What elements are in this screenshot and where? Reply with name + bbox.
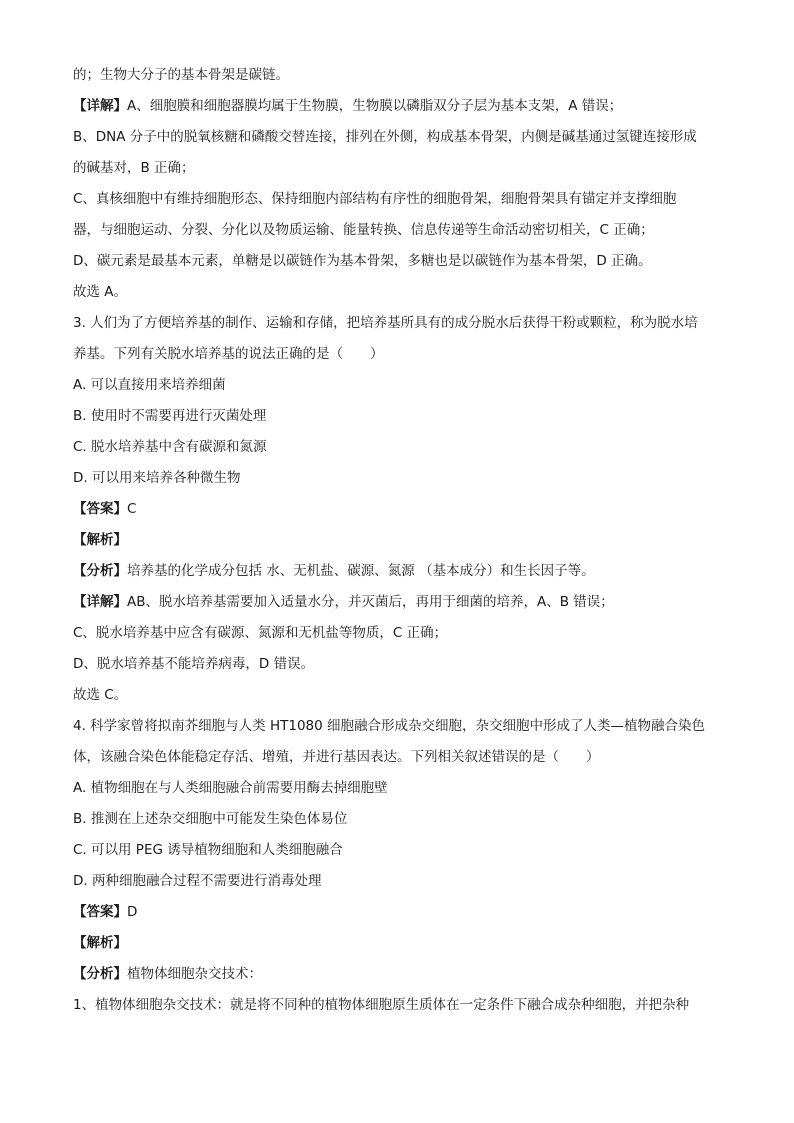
text-line	[73, 992, 725, 1023]
line-text: B、DNA 分子中的脱氧核糖和磷酸交替连接，排列在外侧，构成基本骨架，内侧是碱基通过氢键连接形成	[73, 129, 697, 145]
text-line	[73, 155, 725, 186]
text-line	[73, 868, 725, 899]
line-text: 故选 C。	[73, 687, 128, 703]
line-text: 培养基的化学成分包括 水、无机盐、碳源、氮源 （基本成分）和生长因子等。	[127, 563, 595, 579]
line-text: C、脱水培养基中应含有碳源、氮源和无机盐等物质，C 正确；	[73, 625, 448, 641]
line-text: D	[127, 904, 138, 920]
line-text: 体，该融合染色体能稳定存活、增殖，并进行基因表达。下列相关叙述错误的是（ ）	[73, 749, 600, 765]
text-line	[73, 248, 725, 279]
text-line	[73, 434, 725, 465]
text-line	[73, 217, 725, 248]
text-line	[73, 124, 725, 155]
line-text: 1、植物体细胞杂交技术：就是将不同种的植物体细胞原生质体在一定条件下融合成杂种细胞，并把杂种	[73, 997, 690, 1013]
text-line	[73, 961, 725, 992]
text-line	[73, 403, 725, 434]
section-tag: 【分析】	[73, 563, 127, 579]
section-tag: 【解析】	[73, 532, 127, 548]
text-line	[73, 899, 725, 930]
line-text: C、真核细胞中有维持细胞形态、保持细胞内部结构有序性的细胞骨架，细胞骨架具有锚定并支撑细胞	[73, 191, 677, 207]
text-line	[73, 620, 725, 651]
line-text: 养基。下列有关脱水培养基的说法正确的是（ ）	[73, 346, 384, 362]
text-line	[73, 775, 725, 806]
text-line	[73, 651, 725, 682]
text-line	[73, 496, 725, 527]
text-line	[73, 589, 725, 620]
line-text: D. 两种细胞融合过程不需要进行消毒处理	[73, 873, 322, 889]
line-text: 植物体细胞杂交技术：	[127, 966, 262, 982]
line-text: 器，与细胞运动、分裂、分化以及物质运输、能量转换、信息传递等生命活动密切相关，C 正确；	[73, 222, 654, 238]
section-tag: 【分析】	[73, 966, 127, 982]
section-tag: 【详解】	[73, 594, 127, 610]
line-text: D、脱水培养基不能培养病毒，D 错误。	[73, 656, 315, 672]
text-line	[73, 558, 725, 589]
text-line	[73, 930, 725, 961]
text-line	[73, 186, 725, 217]
text-line	[73, 527, 725, 558]
line-text: D. 可以用来培养各种微生物	[73, 470, 241, 486]
text-line	[73, 837, 725, 868]
text-line	[73, 93, 725, 124]
line-text: A. 植物细胞在与人类细胞融合前需要用酶去掉细胞壁	[73, 780, 388, 796]
text-line	[73, 62, 725, 93]
line-text: C. 可以用 PEG 诱导植物细胞和人类细胞融合	[73, 842, 343, 858]
line-text: C. 脱水培养基中含有碳源和氮源	[73, 439, 267, 455]
text-line	[73, 341, 725, 372]
line-text: A、细胞膜和细胞器膜均属于生物膜，生物膜以磷脂双分子层为基本支架，A 错误；	[127, 98, 623, 114]
text-line	[73, 744, 725, 775]
line-text: 故选 A。	[73, 284, 128, 300]
line-text: C	[127, 501, 137, 517]
text-line	[73, 713, 725, 744]
section-tag: 【解析】	[73, 935, 127, 951]
document-page	[73, 62, 725, 1023]
line-text: 3. 人们为了方便培养基的制作、运输和存储，把培养基所具有的成分脱水后获得干粉或颗粒，称为脱水培	[73, 315, 698, 331]
text-line	[73, 682, 725, 713]
section-tag: 【答案】	[73, 904, 127, 920]
text-line	[73, 310, 725, 341]
section-tag: 【详解】	[73, 98, 127, 114]
section-tag: 【答案】	[73, 501, 127, 517]
text-line	[73, 806, 725, 837]
line-text: 的；生物大分子的基本骨架是碳链。	[73, 67, 289, 83]
text-line	[73, 279, 725, 310]
line-text: D、碳元素是最基本元素，单糖是以碳链作为基本骨架，多糖也是以碳链作为基本骨架，D 正确。	[73, 253, 652, 269]
line-text: B. 推测在上述杂交细胞中可能发生染色体易位	[73, 811, 348, 827]
line-text: 的碱基对，B 正确；	[73, 160, 195, 176]
line-text: A. 可以直接用来培养细菌	[73, 377, 226, 393]
line-text: AB、脱水培养基需要加入适量水分，并灭菌后，再用于细菌的培养，A、B 错误；	[127, 594, 614, 610]
text-line	[73, 372, 725, 403]
text-line	[73, 465, 725, 496]
line-text: B. 使用时不需要再进行灭菌处理	[73, 408, 267, 424]
line-text: 4. 科学家曾将拟南芥细胞与人类 HT1080 细胞融合形成杂交细胞，杂交细胞中形成了人类—植物融合染色	[73, 718, 706, 734]
